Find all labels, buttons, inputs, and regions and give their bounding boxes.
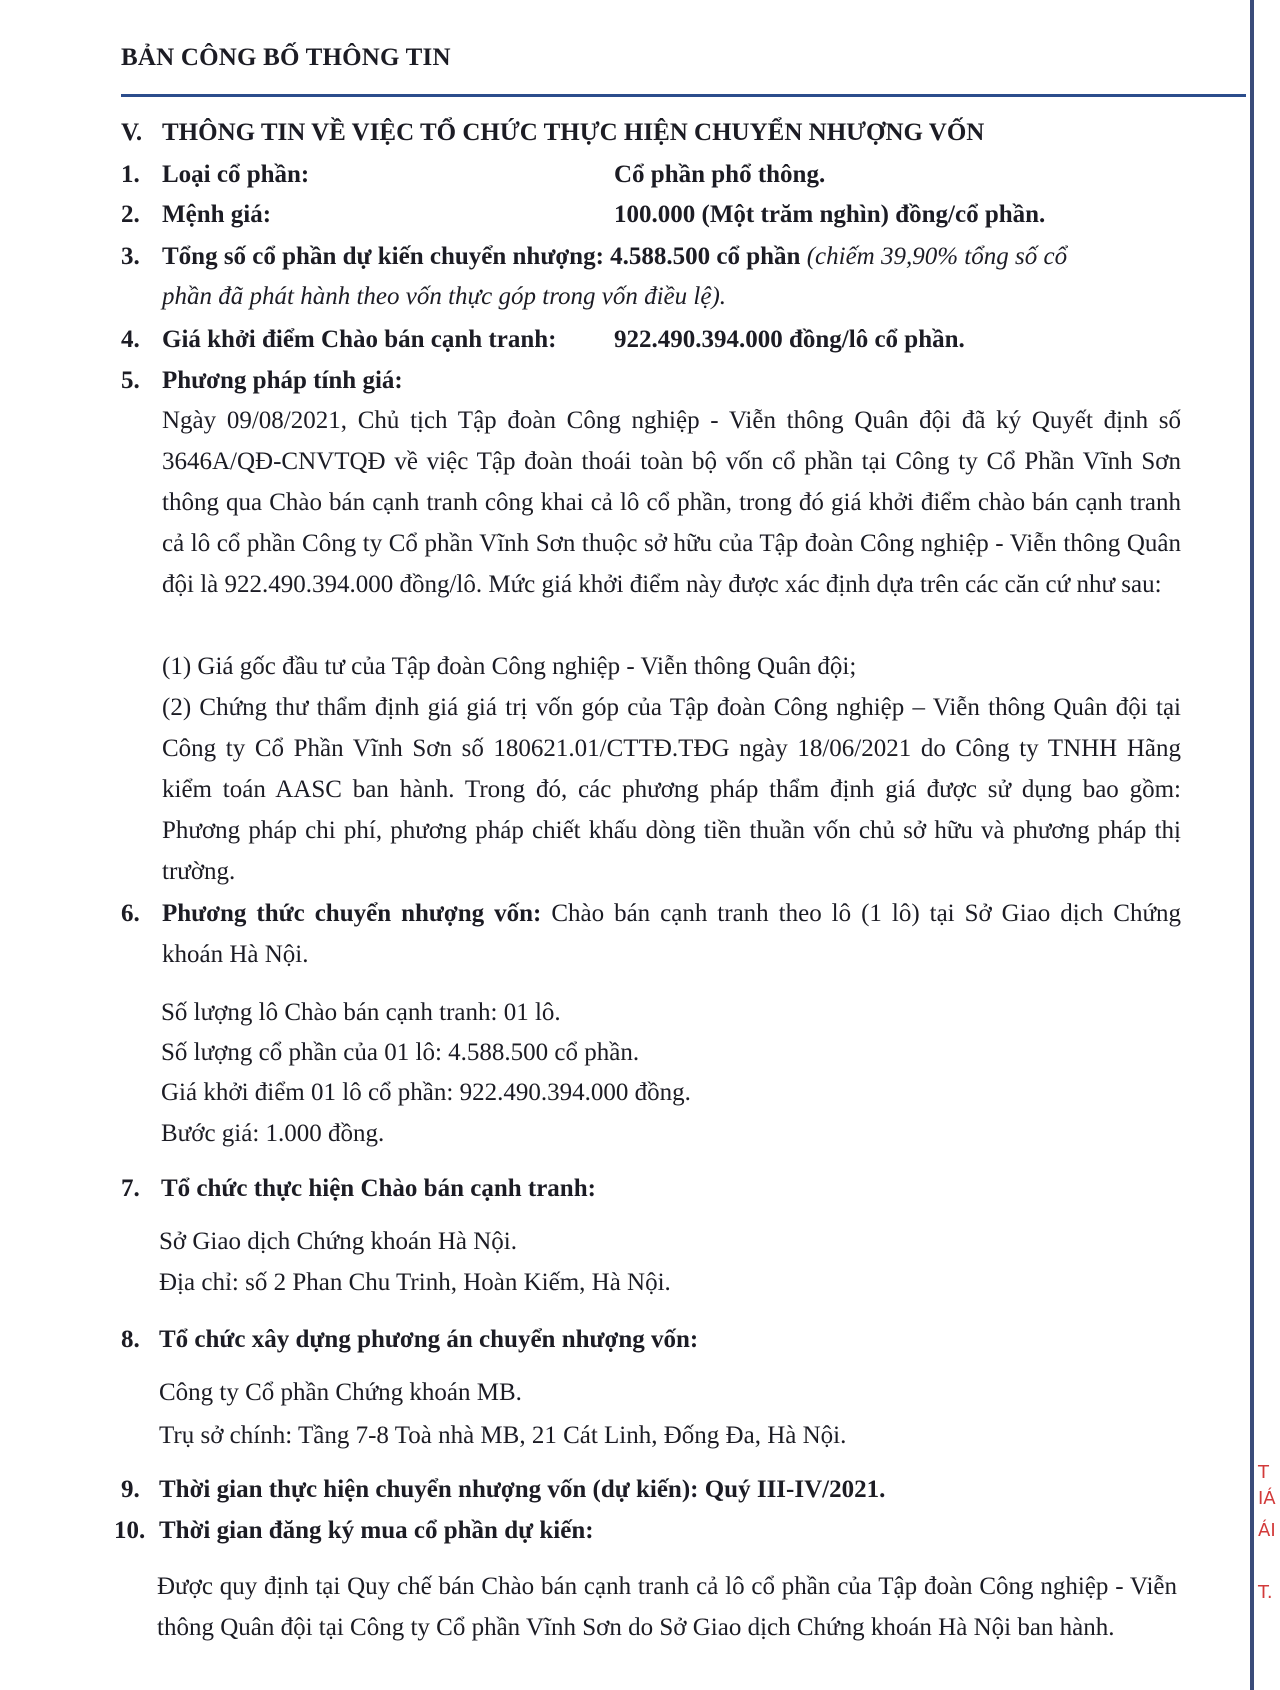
item-number: 6. (121, 900, 140, 927)
item-label-transfer-time: Thời gian thực hiện chuyển nhượng vốn (dự kiến): Quý III-IV/2021. (159, 1476, 886, 1503)
item-value-transfer-method: Chào bán cạnh tranh theo lô (1 lô) tại Sở Giao dịch Chứng khoán Hà Nội. (162, 900, 1181, 968)
header-divider (121, 94, 1246, 97)
pricing-basis-2: (2) Chứng thư thẩm định giá giá trị vốn góp của Tập đoàn Công nghiệp – Viễn thông Quân đội tại Công ty Cổ Phần Vĩnh Sơn số 180621.01/CTTĐ.TĐG ngày 18/06/2021 do Công ty TNHH Hãng kiểm toán AASC ban hành. Trong đó, các phương pháp thẩm định giá được sử dụng bao gồm: Phương pháp chi phí, phương pháp chiết khấu dòng tiền thuần vốn chủ sở hữu và phương pháp thị trường. (162, 694, 1181, 885)
item-number: 4. (121, 326, 140, 353)
item-value-par-value: 100.000 (Một trăm nghìn) đồng/cổ phần. (614, 201, 1046, 228)
item-number: 1. (121, 161, 140, 188)
item-number: 2. (121, 201, 140, 228)
page-edge-line (1250, 0, 1254, 1690)
item-label-offering-organizer: Tổ chức thực hiện Chào bán cạnh tranh: (161, 1175, 596, 1202)
item-label-plan-builder: Tổ chức xây dựng phương án chuyển nhượng vốn: (159, 1326, 699, 1353)
item-label-starting-price: Giá khởi điểm Chào bán cạnh tranh: (162, 326, 557, 353)
item-number: 8. (121, 1326, 140, 1353)
section-number: V. (121, 119, 143, 146)
organizer-address-line: Địa chỉ: số 2 Phan Chu Trinh, Hoàn Kiếm, Hà Nội. (159, 1269, 671, 1296)
item-note-total-shares: (chiếm 39,90% tổng số cổ (806, 243, 1068, 270)
item-label-par-value: Mệnh giá: (162, 201, 272, 228)
pricing-basis-1: (1) Giá gốc đầu tư của Tập đoàn Công nghiệp - Viễn thông Quân đội; (162, 653, 857, 680)
item-total-shares (162, 242, 1067, 272)
document-header-title: BẢN CÔNG BỐ THÔNG TIN (121, 44, 451, 71)
item-number: 5. (121, 367, 140, 394)
item-number: 7. (121, 1175, 140, 1202)
registration-time-paragraph: Được quy định tại Quy chế bán Chào bán cạnh tranh cả lô cổ phần của Tập đoàn Công nghiệp - Viễn thông Quân đội tại Công ty Cổ phần Vĩnh Sơn do Sở Giao dịch Chứng khoán Hà Nội ban hành. (157, 1573, 1177, 1641)
organizer-name-line: Sở Giao dịch Chứng khoán Hà Nội. (159, 1228, 517, 1255)
lot-shares-line: Số lượng cổ phần của 01 lô: 4.588.500 cổ phần. (161, 1039, 640, 1066)
item-number: 9. (121, 1476, 140, 1503)
pricing-method-paragraph: Ngày 09/08/2021, Chủ tịch Tập đoàn Công nghiệp - Viễn thông Quân đội đã ký Quyết định số 3646A/QĐ-CNVTQĐ về việc Tập đoàn thoái toàn bộ vốn cổ phần tại Công ty Cổ Phần Vĩnh Sơn thông qua Chào bán cạnh tranh công khai cả lô cổ phần, trong đó giá khởi điểm chào bán cạnh tranh cả lô cổ phần Công ty Cổ phần Vĩnh Sơn thuộc sở hữu của Tập đoàn Công nghiệp - Viễn thông Quân đội là 922.490.394.000 đồng/lô. Mức giá khởi điểm này được xác định dựa trên các căn cứ như sau: (162, 407, 1181, 598)
item-label-share-type: Loại cổ phần: (162, 161, 310, 188)
item-label-registration-time: Thời gian đăng ký mua cổ phần dự kiến: (159, 1517, 594, 1544)
stamp-fragment: IÁ (1258, 1488, 1276, 1509)
item-value-starting-price: 922.490.394.000 đồng/lô cổ phần. (614, 326, 965, 353)
item-label-transfer-method: Phương thức chuyển nhượng vốn: (162, 900, 542, 927)
section-title: THÔNG TIN VỀ VIỆC TỔ CHỨC THỰC HIỆN CHUYỂN NHƯỢNG VỐN (162, 119, 985, 146)
item-number: 10. (114, 1517, 146, 1544)
stamp-fragment: T (1258, 1462, 1269, 1483)
item-note-total-shares-cont: phần đã phát hành theo vốn thực góp trong vốn điều lệ). (162, 283, 727, 310)
item-number: 3. (121, 243, 140, 270)
lot-price-line: Giá khởi điểm 01 lô cổ phần: 922.490.394.000 đồng. (161, 1079, 691, 1106)
stamp-fragment: ÁI (1258, 1520, 1276, 1541)
item-value-share-type: Cổ phần phổ thông. (614, 161, 826, 188)
stamp-fragment: T. (1258, 1582, 1273, 1603)
price-step-line: Bước giá: 1.000 đồng. (161, 1120, 385, 1147)
plan-builder-name-line: Công ty Cổ phần Chứng khoán MB. (159, 1379, 522, 1406)
lot-count-line: Số lượng lô Chào bán cạnh tranh: 01 lô. (161, 999, 561, 1026)
item-label-pricing-method: Phương pháp tính giá: (162, 367, 403, 394)
item-transfer-method (162, 893, 1181, 975)
plan-builder-address-line: Trụ sở chính: Tầng 7-8 Toà nhà MB, 21 Cát Linh, Đống Đa, Hà Nội. (159, 1422, 847, 1449)
item-label-total-shares: Tổng số cổ phần dự kiến chuyển nhượng: 4.588.500 cổ phần (162, 243, 801, 270)
